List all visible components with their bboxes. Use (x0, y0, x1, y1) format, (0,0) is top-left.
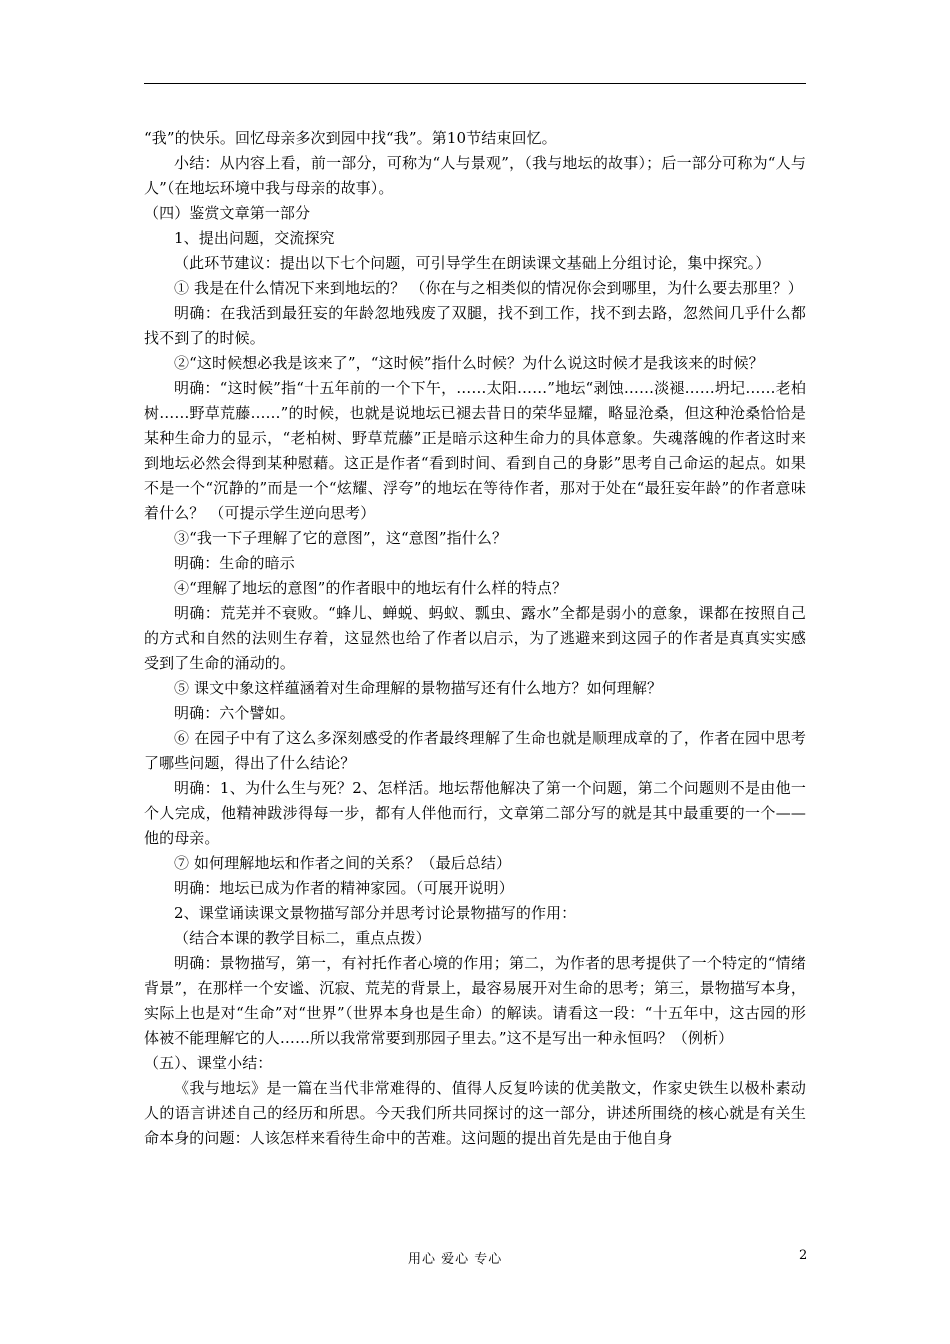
answer: 明确：在我活到最狂妄的年龄忽地残废了双腿，找不到工作，找不到去路，忽然间几乎什么都找不到了的时候。 (144, 304, 806, 347)
answer: 明确：生命的暗示 (174, 554, 295, 572)
paragraph: 《我与地坛》是一篇在当代非常难得的、值得人反复吟读的优美散文，作家史铁生以极朴素动人的语言讲述自己的经历和所思。今天我们所共同探讨的这一部分，讲述所围绕的核心就是有关生命本身的问题：人该怎样来看待生命中的苦难。这问题的提出首先是由于他自身 (144, 1079, 806, 1147)
question: ③“我一下子理解了它的意图”，这“意图”指什么？ (174, 529, 508, 547)
answer: 明确：景物描写，第一，有衬托作者心境的作用；第二，为作者的思考提供了一个特定的“情绪背景”，在那样一个安谧、沉寂、荒芜的背景上，最容易展开对生命的思考；第三，景物描写本身，实际上也是对“生命”对“世界”（世界本身也是生命）的解读。请看这一段：“十五年中，这古园的形体被不能理解它的人……所以我常常要到那园子里去。”这不是写出一种永恒吗？（例析） (144, 954, 806, 1047)
question: ⑤ 课文中象这样蕴涵着对生命理解的景物描写还有什么地方？如何理解？ (174, 679, 663, 697)
paragraph: 小结：从内容上看，前一部分，可称为“人与景观”，（我与地坛的故事）；后一部分可称为“人与人”（在地坛环境中我与母亲的故事）。 (144, 154, 806, 197)
document-body (144, 126, 806, 1151)
paragraph: （此环节建议：提出以下七个问题，可引导学生在朗读课文基础上分组讨论，集中探究。） (174, 254, 771, 272)
header-rule (144, 83, 806, 84)
paragraph: “我”的快乐。回忆母亲多次到园中找“我”。第10节结束回忆。 (144, 129, 557, 147)
section-heading: （四）鉴赏文章第一部分 (144, 204, 311, 222)
answer: 明确：地坛已成为作者的精神家园。（可展开说明） (174, 879, 514, 897)
answer: 明确：“这时候”指“十五年前的一个下午，……太阳……”地坛“剥蚀……淡褪……坍圮……老柏树……野草荒藤……”的时候，也就是说地坛已褪去昔日的荣华显耀，略显沧桑，但这种沧桑恰恰是某种生命力的显示，“老柏树、野草荒藤”正是暗示这种生命力的具体意象。失魂落魄的作者这时来到地坛必然会得到某种慰藉。这正是作者“看到时间、看到自己的身影”思考自己命运的起点。如果不是一个“沉静的”而是一个“炫耀、浮夸”的地坛在等待作者，那对于处在“最狂妄年龄”的作者意味着什么？ （可提示学生逆向思考） (144, 379, 806, 522)
answer: 明确：六个譬如。 (174, 704, 295, 722)
page-footer (0, 1248, 950, 1270)
paragraph: （结合本课的教学目标二，重点点拨） (174, 929, 431, 947)
question: ① 我是在什么情况下来到地坛的？ （你在与之相类似的情况你会到哪里，为什么要去那里？） (174, 279, 803, 297)
question: ⑥ 在园子中有了这么多深刻感受的作者最终理解了生命也就是顺理成章的了，作者在园中思考了哪些问题，得出了什么结论？ (144, 729, 806, 772)
footer-text: 用心 爱心 专心 (408, 1252, 503, 1267)
page-number: 2 (799, 1248, 808, 1263)
subsection-heading: 2、课堂诵读课文景物描写部分并思考讨论景物描写的作用： (174, 904, 577, 922)
question: ④“理解了地坛的意图”的作者眼中的地坛有什么样的特点？ (174, 579, 568, 597)
answer: 明确：1、为什么生与死？2、怎样活。地坛帮他解决了第一个问题，第二个问题则不是由他一个人完成，他精神跋涉得每一步，都有人伴他而行，文章第二部分写的就是其中最重要的一个——他的母亲。 (144, 779, 806, 847)
answer: 明确：荒芜并不衰败。“蜂儿、蝉蜕、蚂蚁、瓢虫、露水”全都是弱小的意象，课都在按照自己的方式和自然的法则生存着，这显然也给了作者以启示，为了逃避来到这园子的作者是真真实实感受到了生命的涌动的。 (144, 604, 806, 672)
question: ②“这时候想必我是该来了”，“这时候”指什么时候？为什么说这时候才是我该来的时候？ (174, 354, 764, 372)
section-heading: （五）、课堂小结： (144, 1054, 273, 1072)
question: ⑦ 如何理解地坛和作者之间的关系？（最后总结） (174, 854, 512, 872)
subsection-heading: 1、提出问题，交流探究 (174, 229, 335, 247)
